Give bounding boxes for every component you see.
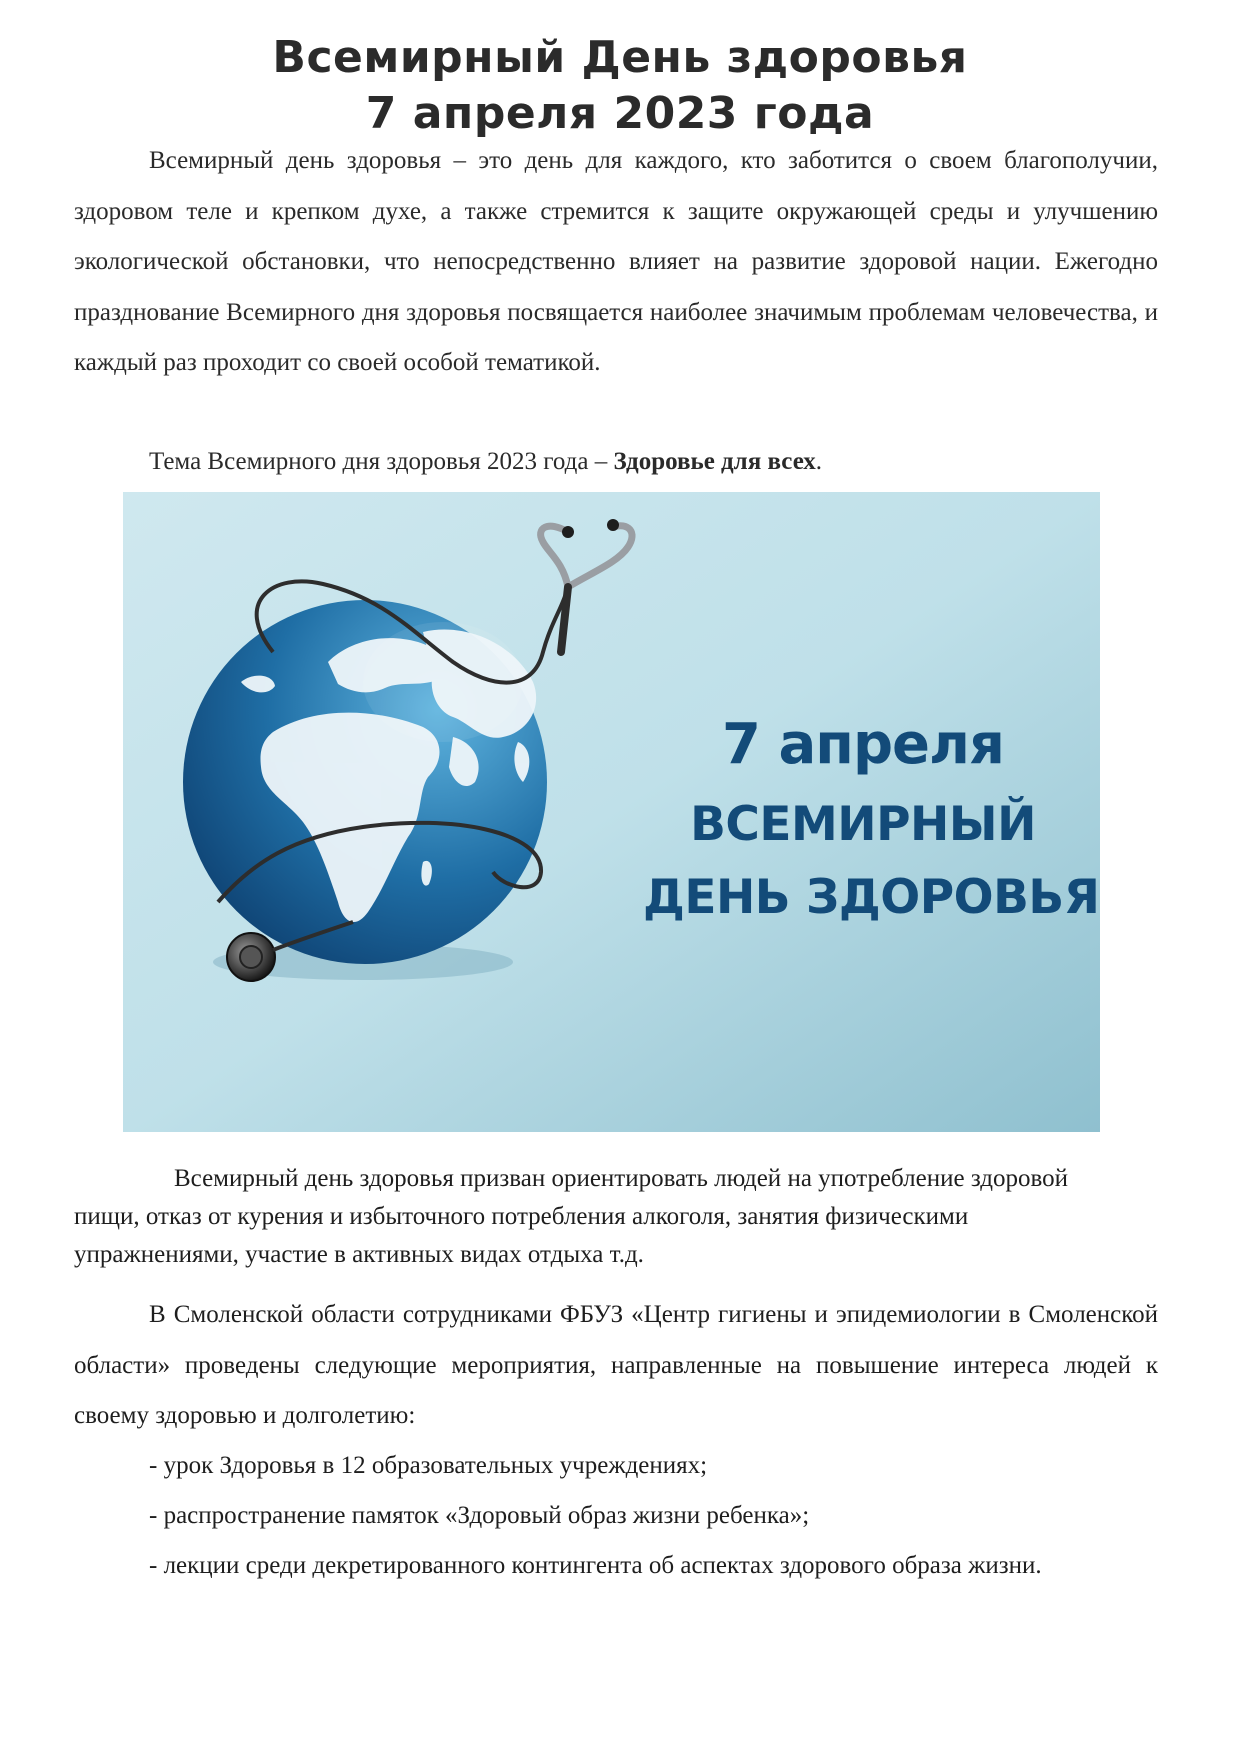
- banner-line-2: ВСЕМИРНЫЙ: [690, 797, 1036, 852]
- page-title: [0, 30, 1240, 142]
- title-line-1: Всемирный День здоровья: [272, 32, 968, 83]
- activity-item: - урок Здоровья в 12 образовательных учреждениях;: [149, 1452, 708, 1479]
- activity-item: - лекции среди декретированного контингента об аспектах здорового образа жизни.: [149, 1552, 1042, 1579]
- earpiece-left: [562, 526, 574, 538]
- banner-date: 7 апреля: [722, 712, 1004, 777]
- activity-item: - распространение памяток «Здоровый образ жизни ребенка»;: [149, 1502, 810, 1529]
- theme-paragraph: [74, 442, 1158, 482]
- intro-paragraph: Всемирный день здоровья – это день для каждого, кто заботится о своем благополучии, здоровом теле и крепком духе, а также стремится к защите окружающей среды и улучшению экологической обстановки, что непосредственно влияет на развитие здоровой нации. Ежегодно празднование Всемирного дня здоровья посвящается наиболее значимым проблемам человечества, и каждый раз проходит со своей особой тематикой.: [74, 147, 1158, 376]
- earpiece-right: [607, 519, 619, 531]
- theme-prefix: Тема Всемирного дня здоровья 2023 года –: [149, 448, 614, 475]
- purpose-paragraph: Всемирный день здоровья призван ориентировать людей на употребление здоровой пищи, отказ от курения и избыточного потребления алкоголя, занятия физическими упражнениями, участие в активных видах отдыха т.д.: [74, 1165, 1068, 1268]
- theme-highlight: Здоровье для всех: [613, 448, 816, 475]
- health-day-banner: [123, 492, 1100, 1132]
- theme-suffix: .: [815, 448, 823, 475]
- banner-line-3: ДЕНЬ ЗДОРОВЬЯ: [643, 870, 1100, 925]
- title-line-2: 7 апреля 2023 года: [365, 88, 875, 139]
- smolensk-paragraph: В Смоленской области сотрудниками ФБУЗ «Центр гигиены и эпидемиологии в Смоленской области» проведены следующие мероприятия, направленные на повышение интереса людей к своему здоровью и долголетию:: [74, 1301, 1158, 1429]
